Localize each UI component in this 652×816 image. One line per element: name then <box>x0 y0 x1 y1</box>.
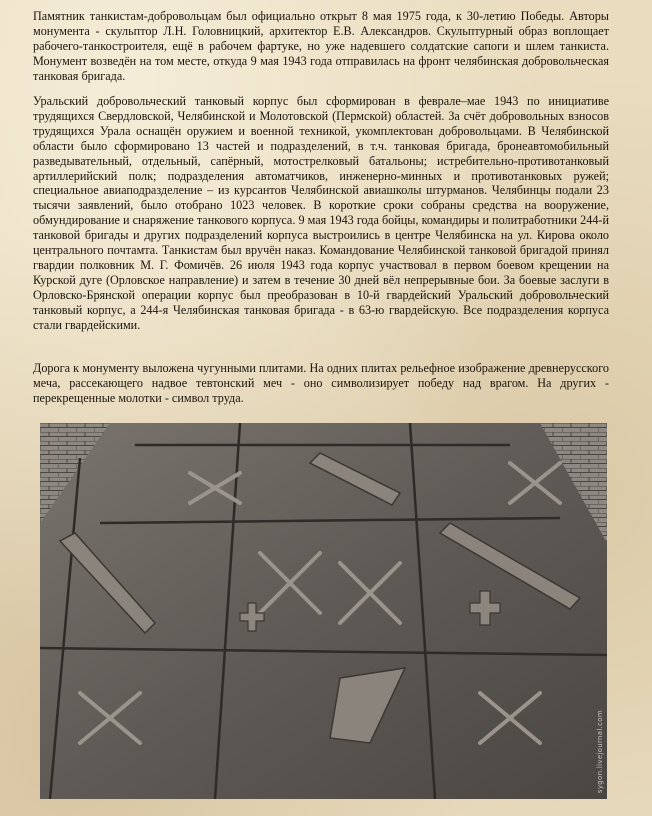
paragraph-text: Памятник танкистам-добровольцам был официально открыт 8 мая 1975 года, к 30-летию Победы. Авторы монумента - скульптор Л.Н. Головницкий, архитектор Е.В. Александров. Скульптурный образ воплощает рабочего-танкостроителя, ещё в рабочем фартуке, но уже надевшего солдатские сапоги и шлем танкиста. Монумент возведён на том месте, откуда 9 мая 1943 года отправилась на фронт челябинская добровольческая танковая бригада. <box>33 9 609 83</box>
paragraph-text: Дорога к монументу выложена чугунными плитами. На одних плитах рельефное изображение древнерусского меча, рассекающего надвое тевтонский меч - оно символизирует победу над врагом. На других - перекрещенные молотки - символ труда. <box>33 361 609 405</box>
paragraph-text: Уральский добровольческий танковый корпус был сформирован в феврале–мае 1943 по инициативе трудящихся Свердловской, Челябинской и Молотовской (Пермской) областей. За счёт добровольных взносов трудящихся Урала оснащён оружием и военной техникой, укомплектован добровольцами. В Челябинской области было сформировано 13 частей и подразделений, в т.ч. танковая бригада, бронеавтомобильный разведывательный, отдельный, сапёрный, мотострелковый батальоны; истребительно-противотанковый артиллерийский полк; подразделения автоматчиков, инженерно-минных и противотанковых ружей; специальное авиаподразделение – из курсантов Челябинской авиашколы штурманов. Челябинцы подали 23 тысячи заявлений, было отобрано 1023 человек. В короткие сроки собраны средства на вооружение, обмундирование и снаряжение танкового корпуса. 9 мая 1943 года бойцы, командиры и политработники 244-й танковой бригады и других подразделений корпуса выстроились в центре Челябинска на ул. Кирова около центрального почтамта. Танкистам был вручён наказ. Командование Челябинской танковой бригадой принял гвардии полковник М. Г. Фомичёв. 26 июля 1943 года корпус участвовал в первом боевом крещении на Курской дуге (Орловское направление) и затем в течение 30 дней вёл непрерывные бои. За боевые заслуги в Орловско-Брянской операции корпус был преобразован в 10-й гвардейский Уральский добровольческий танковый корпус, а 244-я Челябинская танковая бригада - в 63-ю гвардейскую. Все подразделения корпуса стали гвардейскими. <box>33 94 609 332</box>
article-paragraph-1 <box>33 9 609 84</box>
plates-illustration <box>40 423 607 799</box>
monument-plates-photo <box>40 423 607 799</box>
article-paragraph-2 <box>33 94 609 333</box>
photo-watermark: sygon.livejournal.com <box>596 709 604 793</box>
article-paragraph-3 <box>33 361 609 406</box>
